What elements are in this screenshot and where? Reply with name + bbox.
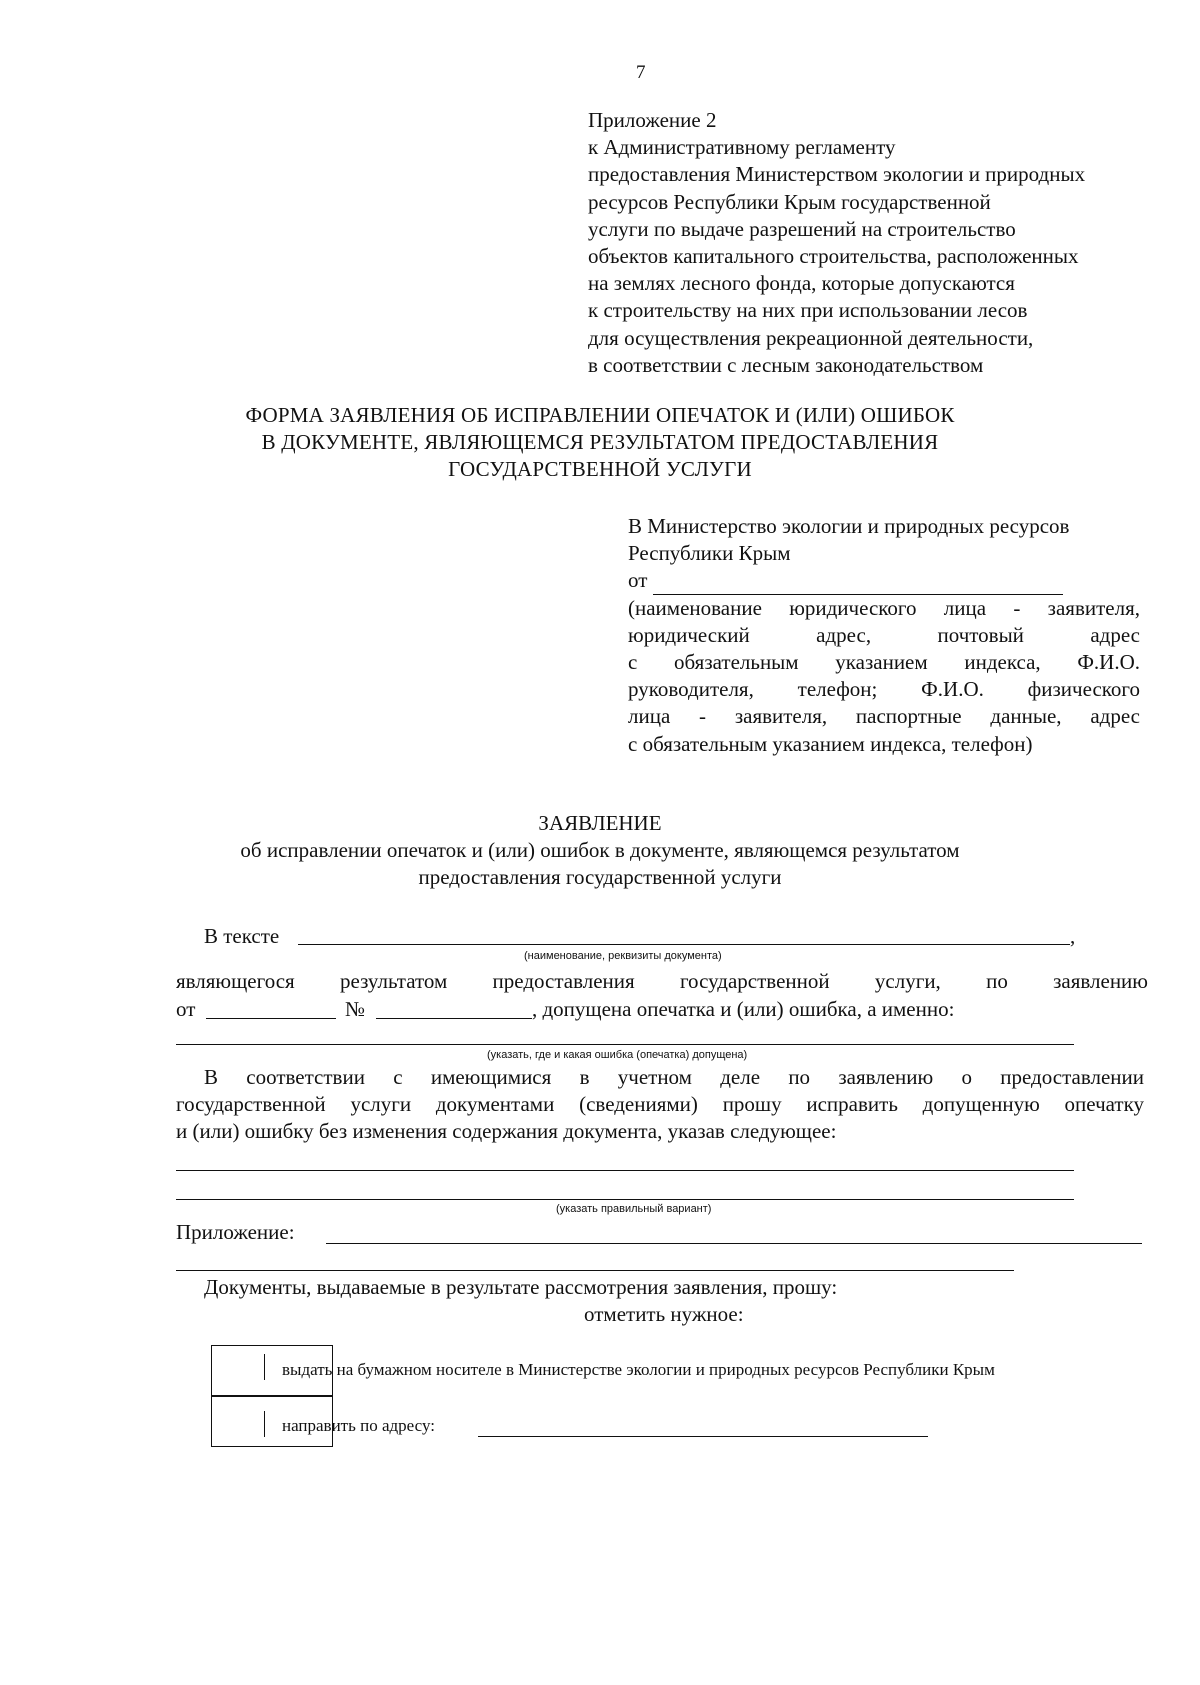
appendix-line: в соответствии с лесным законодательством [588, 352, 984, 377]
appendix-line: к строительству на них при использовании лесов [588, 298, 1028, 323]
appendix-line: Приложение 2 [588, 108, 717, 132]
mark-line: отметить нужное: [584, 1302, 744, 1326]
form-title [150, 402, 1050, 483]
error-caption: (указать, где и какая ошибка (опечатка) допущена) [487, 1049, 748, 1061]
form-title-line: В ДОКУМЕНТЕ, ЯВЛЯЮЩЕМСЯ РЕЗУЛЬТАТОМ ПРЕДОСТАВЛЕНИЯ [261, 430, 939, 454]
in-text-label: В тексте [204, 924, 280, 948]
appendix-line: на землях лесного фонда, которые допускаются [588, 271, 1015, 296]
application-number-field[interactable] [376, 1018, 532, 1019]
documents-line: Документы, выдаваемые в результате рассмотрения заявления, прошу: [204, 1275, 838, 1299]
attachment-field-2[interactable] [176, 1270, 1014, 1271]
page-number: 7 [636, 62, 646, 83]
attachment-field[interactable] [326, 1243, 1142, 1244]
error-description-tail: , допущена опечатка и (или) ошибка, а именно: [532, 997, 955, 1021]
application-number-label: № [345, 997, 366, 1021]
application-date-field[interactable] [206, 1018, 336, 1019]
result-line: являющегося результатом предоставления государственной услуги, по заявлению [176, 969, 1148, 993]
paragraph-line: и (или) ошибку без изменения содержания документа, указав следующее: [176, 1119, 837, 1143]
paragraph-line: государственной услуги документами (сведениями) прошу исправить допущенную опечатку [176, 1092, 1144, 1116]
document-caption: (наименование, реквизиты документа) [524, 950, 722, 962]
addressee-from-row [628, 567, 1140, 594]
appendix-line: объектов капитального строительства, расположенных [588, 244, 1079, 269]
in-text-comma: , [1070, 924, 1076, 948]
appendix-line: ресурсов Республики Крым государственной [588, 189, 991, 214]
form-title-line: ФОРМА ЗАЯВЛЕНИЯ ОБ ИСПРАВЛЕНИИ ОПЕЧАТОК И (ИЛИ) ОШИБОК [245, 403, 955, 427]
addressee-from-label: от [628, 568, 648, 593]
option-label-address: направить по адресу: [282, 1416, 435, 1435]
paragraph-line: В соответствии с имеющимися в учетном деле по заявлению о предоставлении [204, 1065, 1144, 1089]
addressee-details-line: юридический адрес, почтовый адрес [628, 622, 1140, 647]
correct-variant-field-1[interactable] [176, 1170, 1074, 1171]
option-marker-address [264, 1411, 265, 1437]
correction-paragraph [176, 1064, 1144, 1145]
addressee-details-line: с обязательным указанием индекса, Ф.И.О. [628, 650, 1140, 675]
option-label-paper: выдать на бумажном носителе в Министерстве экологии и природных ресурсов Республики Крым [282, 1360, 995, 1379]
error-description-field[interactable] [176, 1044, 1074, 1045]
statement-subtitle: предоставления государственной услуги [418, 865, 782, 889]
addressee-line: В Министерство экологии и природных ресурсов [628, 514, 1070, 538]
addressee-from-field[interactable] [653, 574, 1063, 595]
addressee-details-line: с обязательным указанием индекса, телефон) [628, 731, 1033, 756]
correct-variant-caption: (указать правильный вариант) [556, 1203, 712, 1215]
application-from-label: от [176, 997, 196, 1021]
addressee-details-line: лица - заявителя, паспортные данные, адрес [628, 704, 1140, 729]
addressee-block [628, 513, 1140, 758]
delivery-address-field[interactable] [478, 1436, 928, 1437]
addressee-details-line: (наименование юридического лица - заявителя, [628, 595, 1140, 620]
appendix-line: предоставления Министерством экологии и природных [588, 162, 1086, 187]
appendix-line: услуги по выдаче разрешений на строительство [588, 216, 1016, 241]
form-title-line: ГОСУДАРСТВЕННОЙ УСЛУГИ [448, 457, 752, 481]
correct-variant-field-2[interactable] [176, 1199, 1074, 1200]
statement-heading [180, 810, 1020, 891]
option-marker-paper [264, 1354, 265, 1380]
addressee-line: Республики Крым [628, 541, 791, 566]
statement-title: ЗАЯВЛЕНИЕ [538, 811, 662, 835]
attachment-label: Приложение: [176, 1220, 295, 1244]
statement-subtitle: об исправлении опечаток и (или) ошибок в документе, являющемся результатом [240, 838, 960, 862]
appendix-line: к Административному регламенту [588, 135, 896, 160]
document-field[interactable] [298, 944, 1070, 945]
addressee-details-line: руководителя, телефон; Ф.И.О. физического [628, 677, 1140, 702]
appendix-line: для осуществления рекреационной деятельности, [588, 325, 1034, 350]
appendix-block [588, 107, 1085, 379]
